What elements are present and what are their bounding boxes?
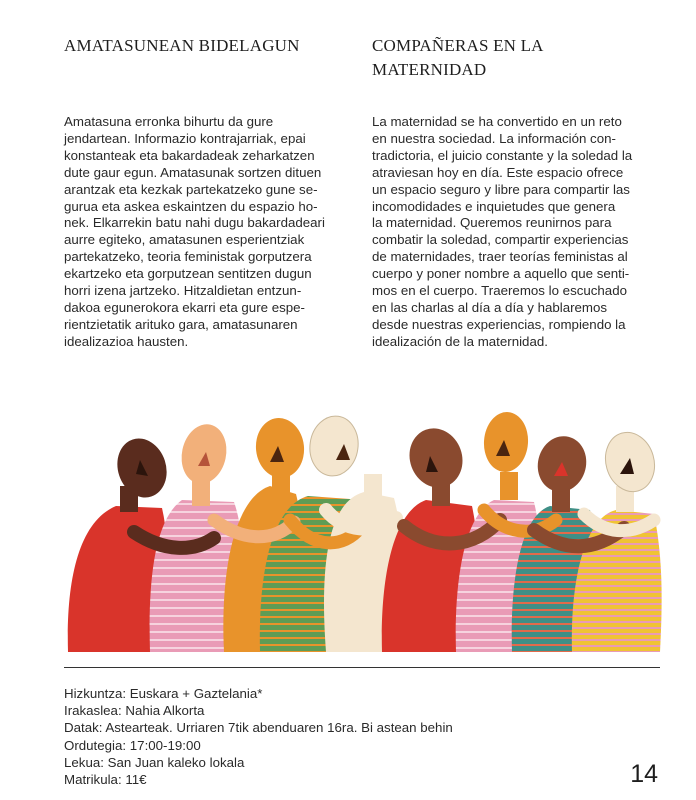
info-schedule: Ordutegia: 17:00-19:00	[64, 737, 201, 753]
body-line: incomodidades e inquietudes que genera	[372, 198, 616, 214]
basque-article	[64, 34, 346, 351]
head-peach	[176, 420, 232, 488]
body-line: dute gaur egun. Amatasunak sortzen dituen	[64, 164, 322, 180]
body-line: idealizazioa hausten.	[64, 333, 189, 349]
page-number: 14	[630, 760, 658, 788]
info-teacher: Irakaslea: Nahia Alkorta	[64, 703, 205, 719]
body-line: en nuestra sociedad. La información con-	[372, 130, 616, 146]
body-line: La maternidad se ha convertido en un reto	[372, 114, 622, 129]
body-line: atraviesan hoy en día. Este espacio ofrece	[372, 164, 624, 180]
body-line: arantzak eta kezkak partekatzeko gune se-	[64, 181, 318, 197]
body-line: desde nuestras experiencias, rompiendo la	[372, 316, 626, 332]
body-line: jendartean. Informazio kontrajarriak, epai	[64, 130, 306, 146]
basque-body	[64, 114, 346, 351]
body-line: Amatasuna erronka bihurtu da gure	[64, 114, 274, 129]
section-divider	[64, 667, 660, 668]
spanish-article	[372, 34, 664, 351]
body-line: la maternidad. Queremos reunirnos para	[372, 215, 612, 231]
body-line: nek. Elkarrekin batu nahi dugu bakardadeari	[64, 215, 325, 231]
body-line: un espacio seguro y libre para compartir las	[372, 181, 630, 197]
body-line: konstanteak eta bakardadeak zeharkatzen	[64, 147, 315, 163]
body-line: en las charlas al día a día y hablaremos	[372, 299, 608, 315]
course-info	[64, 685, 453, 788]
women-embracing-illustration	[64, 402, 664, 658]
info-language: Hizkuntza: Euskara + Gaztelania*	[64, 686, 263, 701]
body-line: tradictoria, el juicio constante y la soledad la	[372, 147, 633, 163]
spanish-title-line: COMPAÑERAS EN LA	[372, 36, 544, 55]
body-line: de maternidades, traer teorías feministas al	[372, 249, 628, 265]
body-line: dakoa egunerokora ekarri eta gure espe-	[64, 299, 305, 315]
body-line: partekatzeko, teoria feministak gorputzera	[64, 249, 312, 265]
head-brown	[401, 421, 470, 495]
info-fee: Matrikula: 11€	[64, 772, 147, 788]
body-line: combatir la soledad, compartir experiencias	[372, 232, 629, 248]
info-location: Lekua: San Juan kaleko lokala	[64, 754, 245, 770]
head-orange-right	[482, 411, 530, 474]
body-line: idealización de la maternidad.	[372, 333, 548, 349]
body-line: gurua eta askea eskaintzen du espazio ho-	[64, 198, 318, 214]
body-line: horri izena jartzeko. Hitzaldietan entzun-	[64, 283, 302, 299]
body-line: rientzietatik arituko gara, amatasunaren	[64, 316, 298, 332]
basque-title: AMATASUNEAN BIDELAGUN	[64, 36, 300, 55]
info-dates: Datak: Astearteak. Urriaren 7tik abenduaren 16ra. Bi astean behin	[64, 720, 453, 736]
body-line: mos en el cuerpo. Traeremos lo escuchado	[372, 283, 627, 299]
spanish-body	[372, 114, 664, 351]
head-cream	[306, 413, 362, 479]
body-line: cuerpo y poner nombre a aquello que senti-	[372, 266, 630, 282]
head-orange	[253, 416, 307, 481]
spanish-title	[372, 34, 664, 92]
spanish-title-line: MATERNIDAD	[372, 60, 487, 79]
body-line: ekartzeko eta gorputzean sentitzen dugun	[64, 266, 312, 282]
body-line: aurre egiteko, amatasunen esperientziak	[64, 232, 305, 248]
